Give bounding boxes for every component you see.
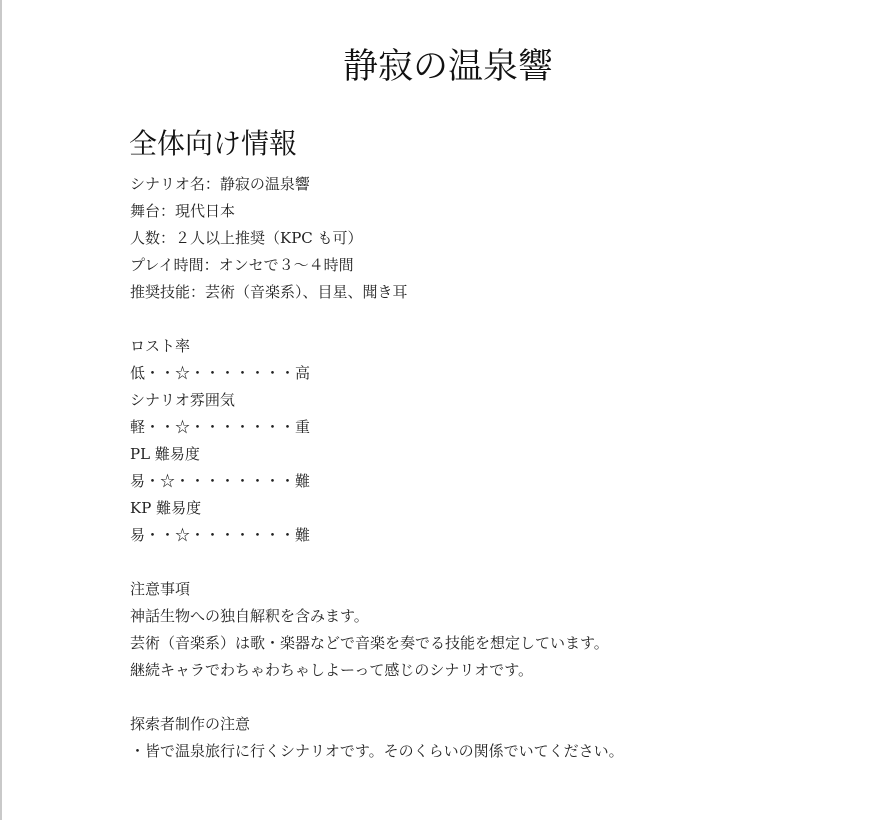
scenario-name-line: シナリオ名：静寂の温泉響 [130,175,310,193]
notes-item: 神話生物への独自解釈を含みます。 [130,607,369,625]
atmosphere-scale: 軽・・☆・・・・・・・重 [130,418,311,436]
pl-difficulty-label: PL 難易度 [130,445,200,463]
kp-difficulty-scale: 易・・☆・・・・・・・難 [130,526,311,544]
kp-difficulty-label: KP 難易度 [130,499,202,517]
pl-difficulty-scale: 易・☆・・・・・・・・難 [130,472,311,490]
spacer [130,549,830,576]
spacer [130,684,830,711]
recommended-skills-line: 推奨技能：芸術（音楽系）、目星、聞き耳 [130,283,408,301]
spacer [130,306,830,333]
character-creation-heading: 探索者制作の注意 [130,715,251,733]
notes-item: 芸術（音楽系）は歌・楽器などで音楽を奏でる技能を想定しています。 [130,634,609,652]
lost-rate-label: ロスト率 [130,337,191,355]
character-creation-item: ・皆で温泉旅行に行くシナリオです。そのくらいの関係でいてください。 [130,742,624,760]
notes-heading: 注意事項 [130,580,191,598]
players-line: 人数：２人以上推奨（KPC も可） [130,229,363,247]
atmosphere-label: シナリオ雰囲気 [130,391,235,409]
play-time-line: プレイ時間：オンセで３～４時間 [130,256,354,274]
notes-item: 継続キャラでわちゃわちゃしよーって感じのシナリオです。 [130,661,534,679]
stage-line: 舞台：現代日本 [130,202,236,220]
document-body [130,171,830,765]
section-heading: 全体向け情報 [129,127,298,160]
document-title: 静寂の温泉響 [342,47,553,87]
lost-rate-scale: 低・・☆・・・・・・・高 [130,364,311,382]
